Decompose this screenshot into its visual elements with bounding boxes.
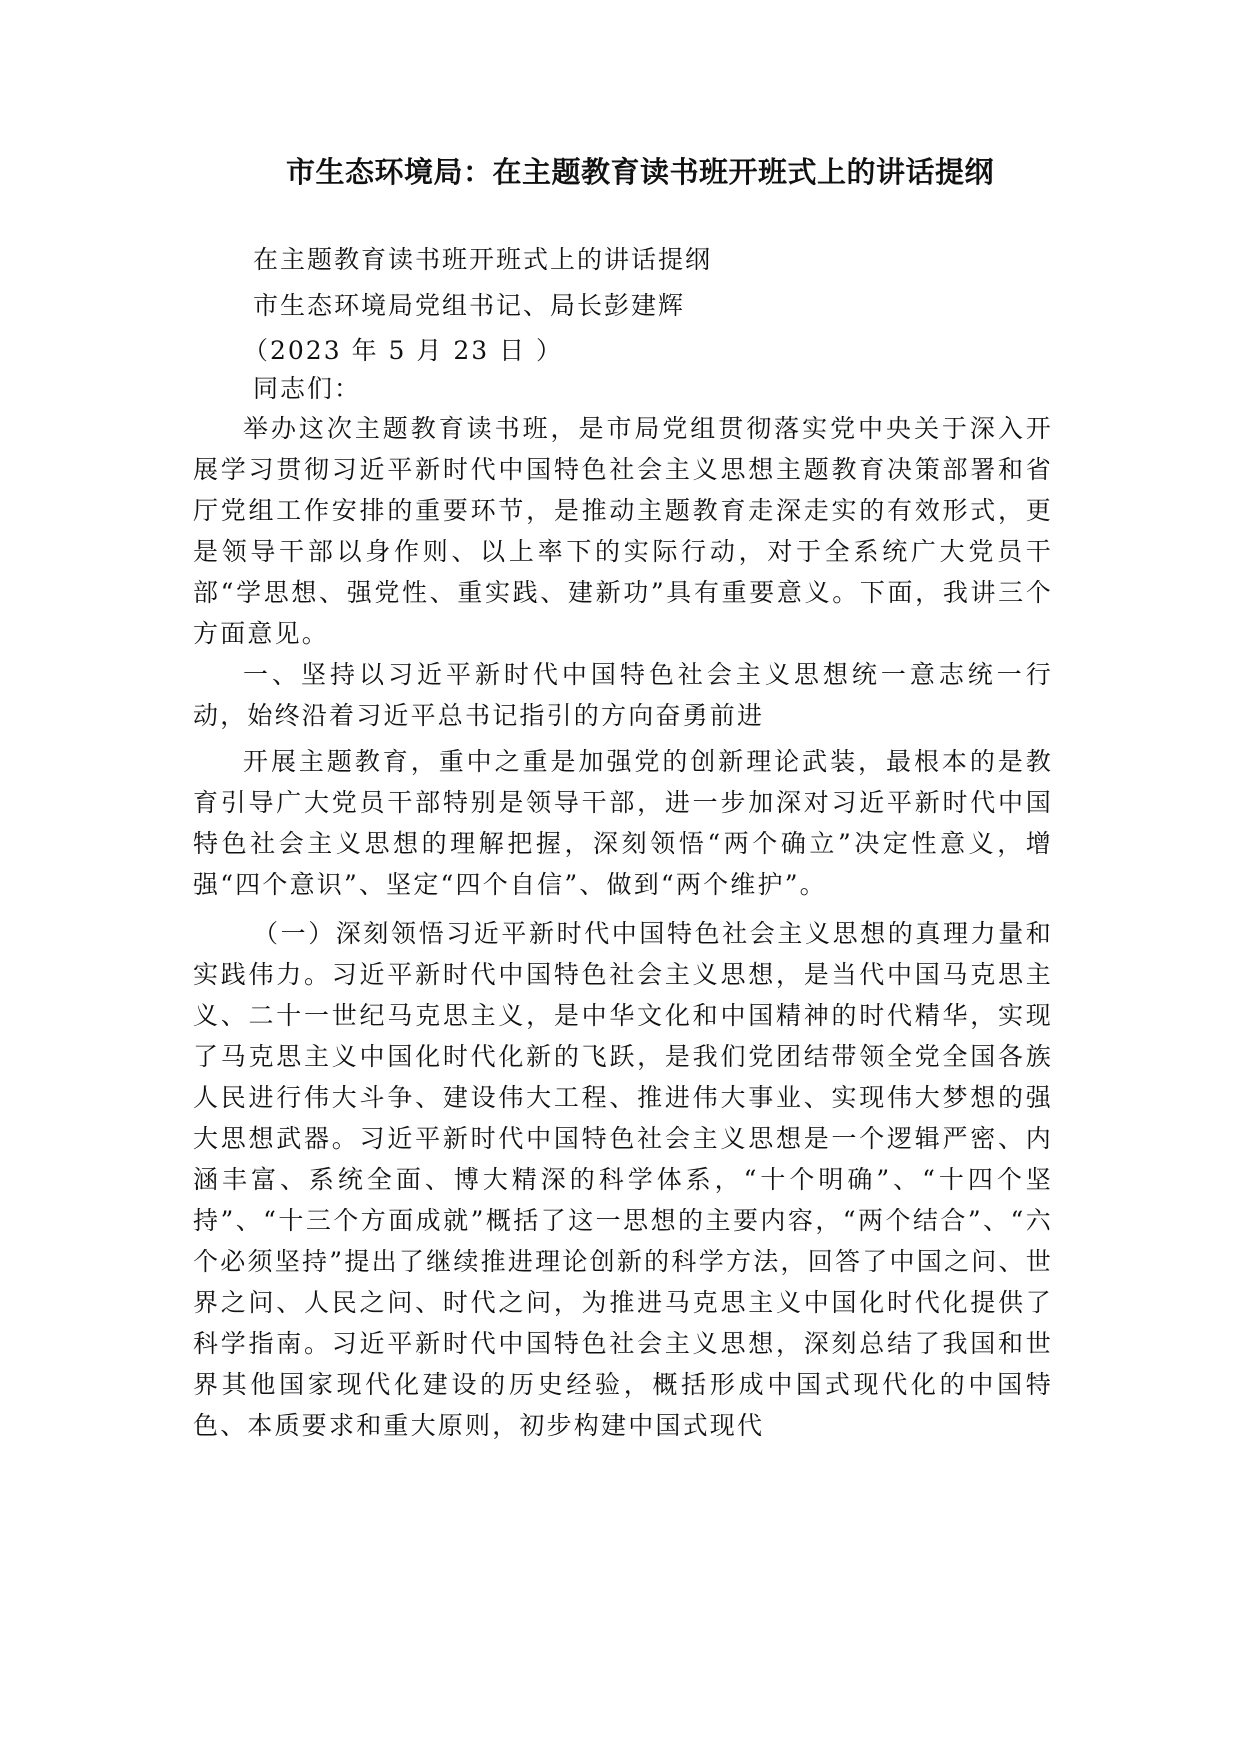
body-paragraph-3: （一）深刻领悟习近平新时代中国特色社会主义思想的真理力量和实践伟力。习近平新时代中国特色社会主义思想，是当代中国马克思主义、二十一世纪马克思主义，是中华文化和中国精神的时代精华，实现了马克思主义中国化时代化新的飞跃，是我们党团结带领全党全国各族人民进行伟大斗争、建设伟大工程、推进伟大事业、实现伟大梦想的强大思想武器。习近平新时代中国特色社会主义思想是一个逻辑严密、内涵丰富、系统全面、博大精深的科学体系，“十个明确”、“十四个坚持”、“十三个方面成就”概括了这一思想的主要内容，“两个结合”、“六个必须坚持”提出了继续推进理论创新的科学方法，回答了中国之问、世界之问、人民之问、时代之问，为推进马克思主义中国化时代化提供了科学指南。习近平新时代中国特色社会主义思想，深刻总结了我国和世界其他国家现代化建设的历史经验，概括形成中国式现代化的中国特色、本质要求和重大原则，初步构建中国式现代 (193, 919, 1053, 1440)
author-line: 市生态环境局党组书记、局长彭建辉 (253, 291, 686, 320)
speech-subtitle: 在主题教育读书班开班式上的讲话提纲 (253, 245, 713, 274)
document-body (193, 408, 1053, 1446)
body-paragraph-intro: 举办这次主题教育读书班，是市局党组贯彻落实党中央关于深入开展学习贯彻习近平新时代中国特色社会主义思想主题教育决策部署和省厅党组工作安排的重要环节，是推动主题教育走深走实的有效形式，更是领导干部以身作则、以上率下的实际行动，对于全系统广大党员干部“学思想、强党性、重实践、建新功”具有重要意义。下面，我讲三个方面意见。 (193, 414, 1053, 648)
section-heading-1: 一、坚持以习近平新时代中国特色社会主义思想统一意志统一行动，始终沿着习近平总书记指引的方向奋勇前进 (193, 660, 1053, 730)
body-paragraph-2: 开展主题教育，重中之重是加强党的创新理论武装，最根本的是教育引导广大党员干部特别是领导干部，进一步加深对习近平新时代中国特色社会主义思想的理解把握，深刻领悟“两个确立”决定性意义，增强“四个意识”、坚定“四个自信”、做到“两个维护”。 (193, 747, 1053, 899)
salutation: 同志们： (253, 374, 362, 403)
date-line: （2023 年 5 月 23 日 ） (243, 336, 564, 365)
document-title: 市生态环境局：在主题教育读书班开班式上的讲话提纲 (285, 155, 994, 189)
